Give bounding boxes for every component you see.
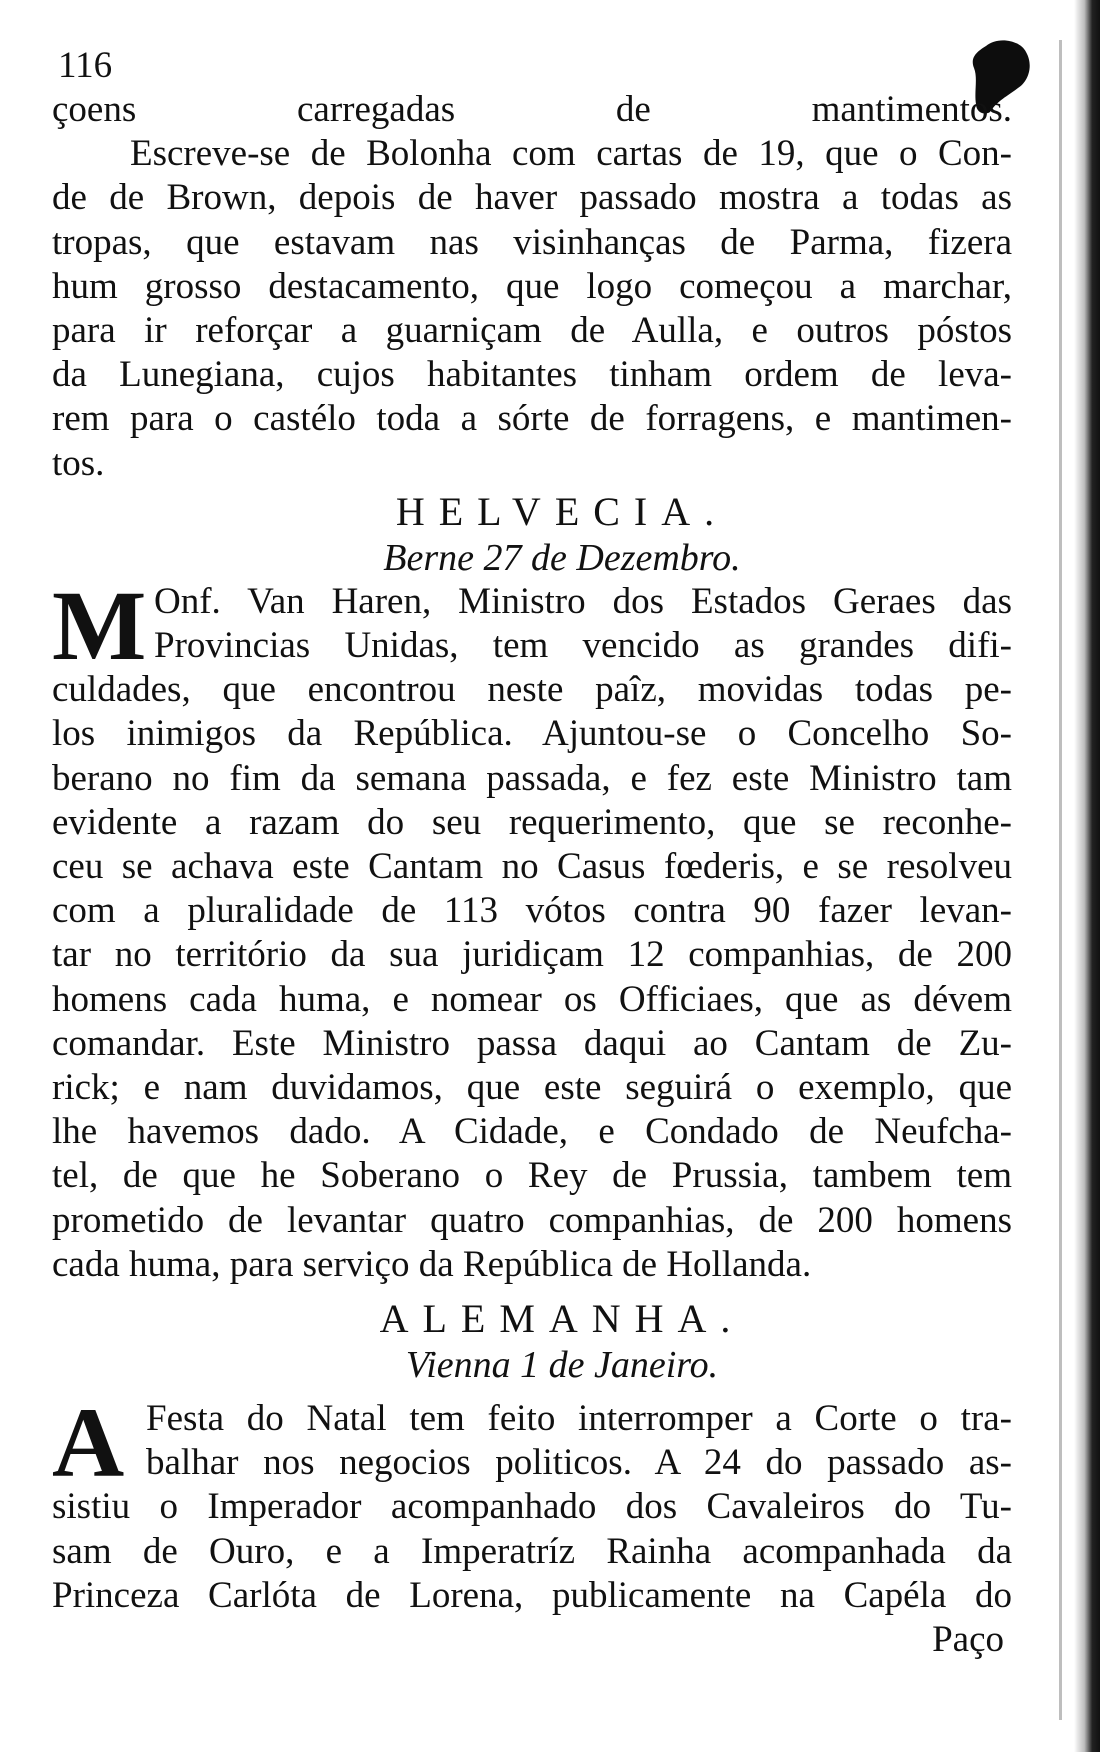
section-heading-alemanha: ALEMANHA. xyxy=(379,1296,745,1342)
text-line: homens cada huma, e nomear os Officiaes, que as dévem xyxy=(52,978,1012,1020)
text-line: de de Brown, depois de haver passado mostra a todas as xyxy=(52,177,1012,219)
text-line: rick; e nam duvidamos, que este seguirá o exemplo, que xyxy=(52,1067,1012,1109)
section-dateline-alemanha: Vienna 1 de Janeiro. xyxy=(405,1344,719,1387)
text-line: ceu se achava este Cantam no Casus fœderis, e se resolveu xyxy=(52,846,1012,888)
text-line: comandar. Este Ministro passa daqui ao Cantam de Zu- xyxy=(52,1022,1012,1064)
text-line: tel, de que he Soberano o Rey de Prussia, tambem tem xyxy=(52,1155,1012,1197)
text-line: da Lunegiana, cujos habitantes tinham ordem de leva- xyxy=(52,354,1012,396)
text-line: Princeza Carlóta de Lorena, publicamente na Capéla do xyxy=(52,1574,1012,1616)
text-line: com a pluralidade de 113 vótos contra 90 fazer levan- xyxy=(52,890,1012,932)
text-line: Festa do Natal tem feito interromper a Corte o tra- xyxy=(146,1398,1012,1440)
text-line: lhe havemos dado. A Cidade, e Condado de Neufcha- xyxy=(52,1111,1012,1153)
text-line: para ir reforçar a guarniçam de Aulla, e outros póstos xyxy=(52,310,1012,352)
catchword: Paço xyxy=(932,1619,1004,1661)
page-gutter-line xyxy=(1059,40,1062,1720)
text-line: evidente a razam do seu requerimento, que se reconhe- xyxy=(52,801,1012,843)
text-line: prometido de levantar quatro companhias, de 200 homens xyxy=(52,1199,1012,1241)
drop-cap: M xyxy=(52,569,147,681)
page-edge-shadow xyxy=(1074,0,1100,1752)
alemanha-paragraph xyxy=(52,1387,1012,1618)
section-heading-helvecia: HELVECIA. xyxy=(395,488,729,534)
helvecia-paragraph xyxy=(52,569,1012,1287)
text-line: tos. xyxy=(52,442,105,484)
drop-cap: A xyxy=(52,1387,125,1499)
text-line: culdades, que encontrou neste paîz, movidas todas pe- xyxy=(52,669,1012,711)
text-line: berano no fim da semana passada, e fez este Ministro tam xyxy=(52,757,1012,799)
text-line: rem para o castélo toda a sórte de forragens, e mantimen- xyxy=(52,398,1012,440)
text-line: balhar nos negocios politicos. A 24 do passado as- xyxy=(146,1442,1012,1484)
text-line: hum grosso destacamento, que logo começou a marchar, xyxy=(52,265,1012,307)
text-line: tar no território da sua juridiçam 12 companhias, de 200 xyxy=(52,934,1012,976)
text-line: los inimigos da República. Ajuntou-se o Concelho So- xyxy=(52,713,1012,755)
text-line: cada huma, para serviço da República de Hollanda. xyxy=(52,1243,812,1285)
text-line: sam de Ouro, e a Imperatríz Rainha acompanhada da xyxy=(52,1530,1012,1572)
text-line: çoens carregadas de mantimentos. xyxy=(52,89,1012,130)
text-line: sistiu o Imperador acompanhado dos Cavaleiros do Tu- xyxy=(52,1486,1012,1528)
page-number: 116 xyxy=(58,45,113,86)
text-line: Provincias Unidas, tem vencido as grandes difi- xyxy=(154,625,1012,667)
text-line: tropas, que estavam nas visinhanças de Parma, fizera xyxy=(52,221,1012,263)
section-dateline-helvecia: Berne 27 de Dezembro. xyxy=(383,536,741,579)
text-line: Escreve-se de Bolonha com cartas de 19, que o Con- xyxy=(130,133,1012,175)
intro-paragraph xyxy=(52,88,1012,486)
page-text xyxy=(52,44,1012,1662)
text-line: Onf. Van Haren, Ministro dos Estados Geraes das xyxy=(154,580,1012,622)
